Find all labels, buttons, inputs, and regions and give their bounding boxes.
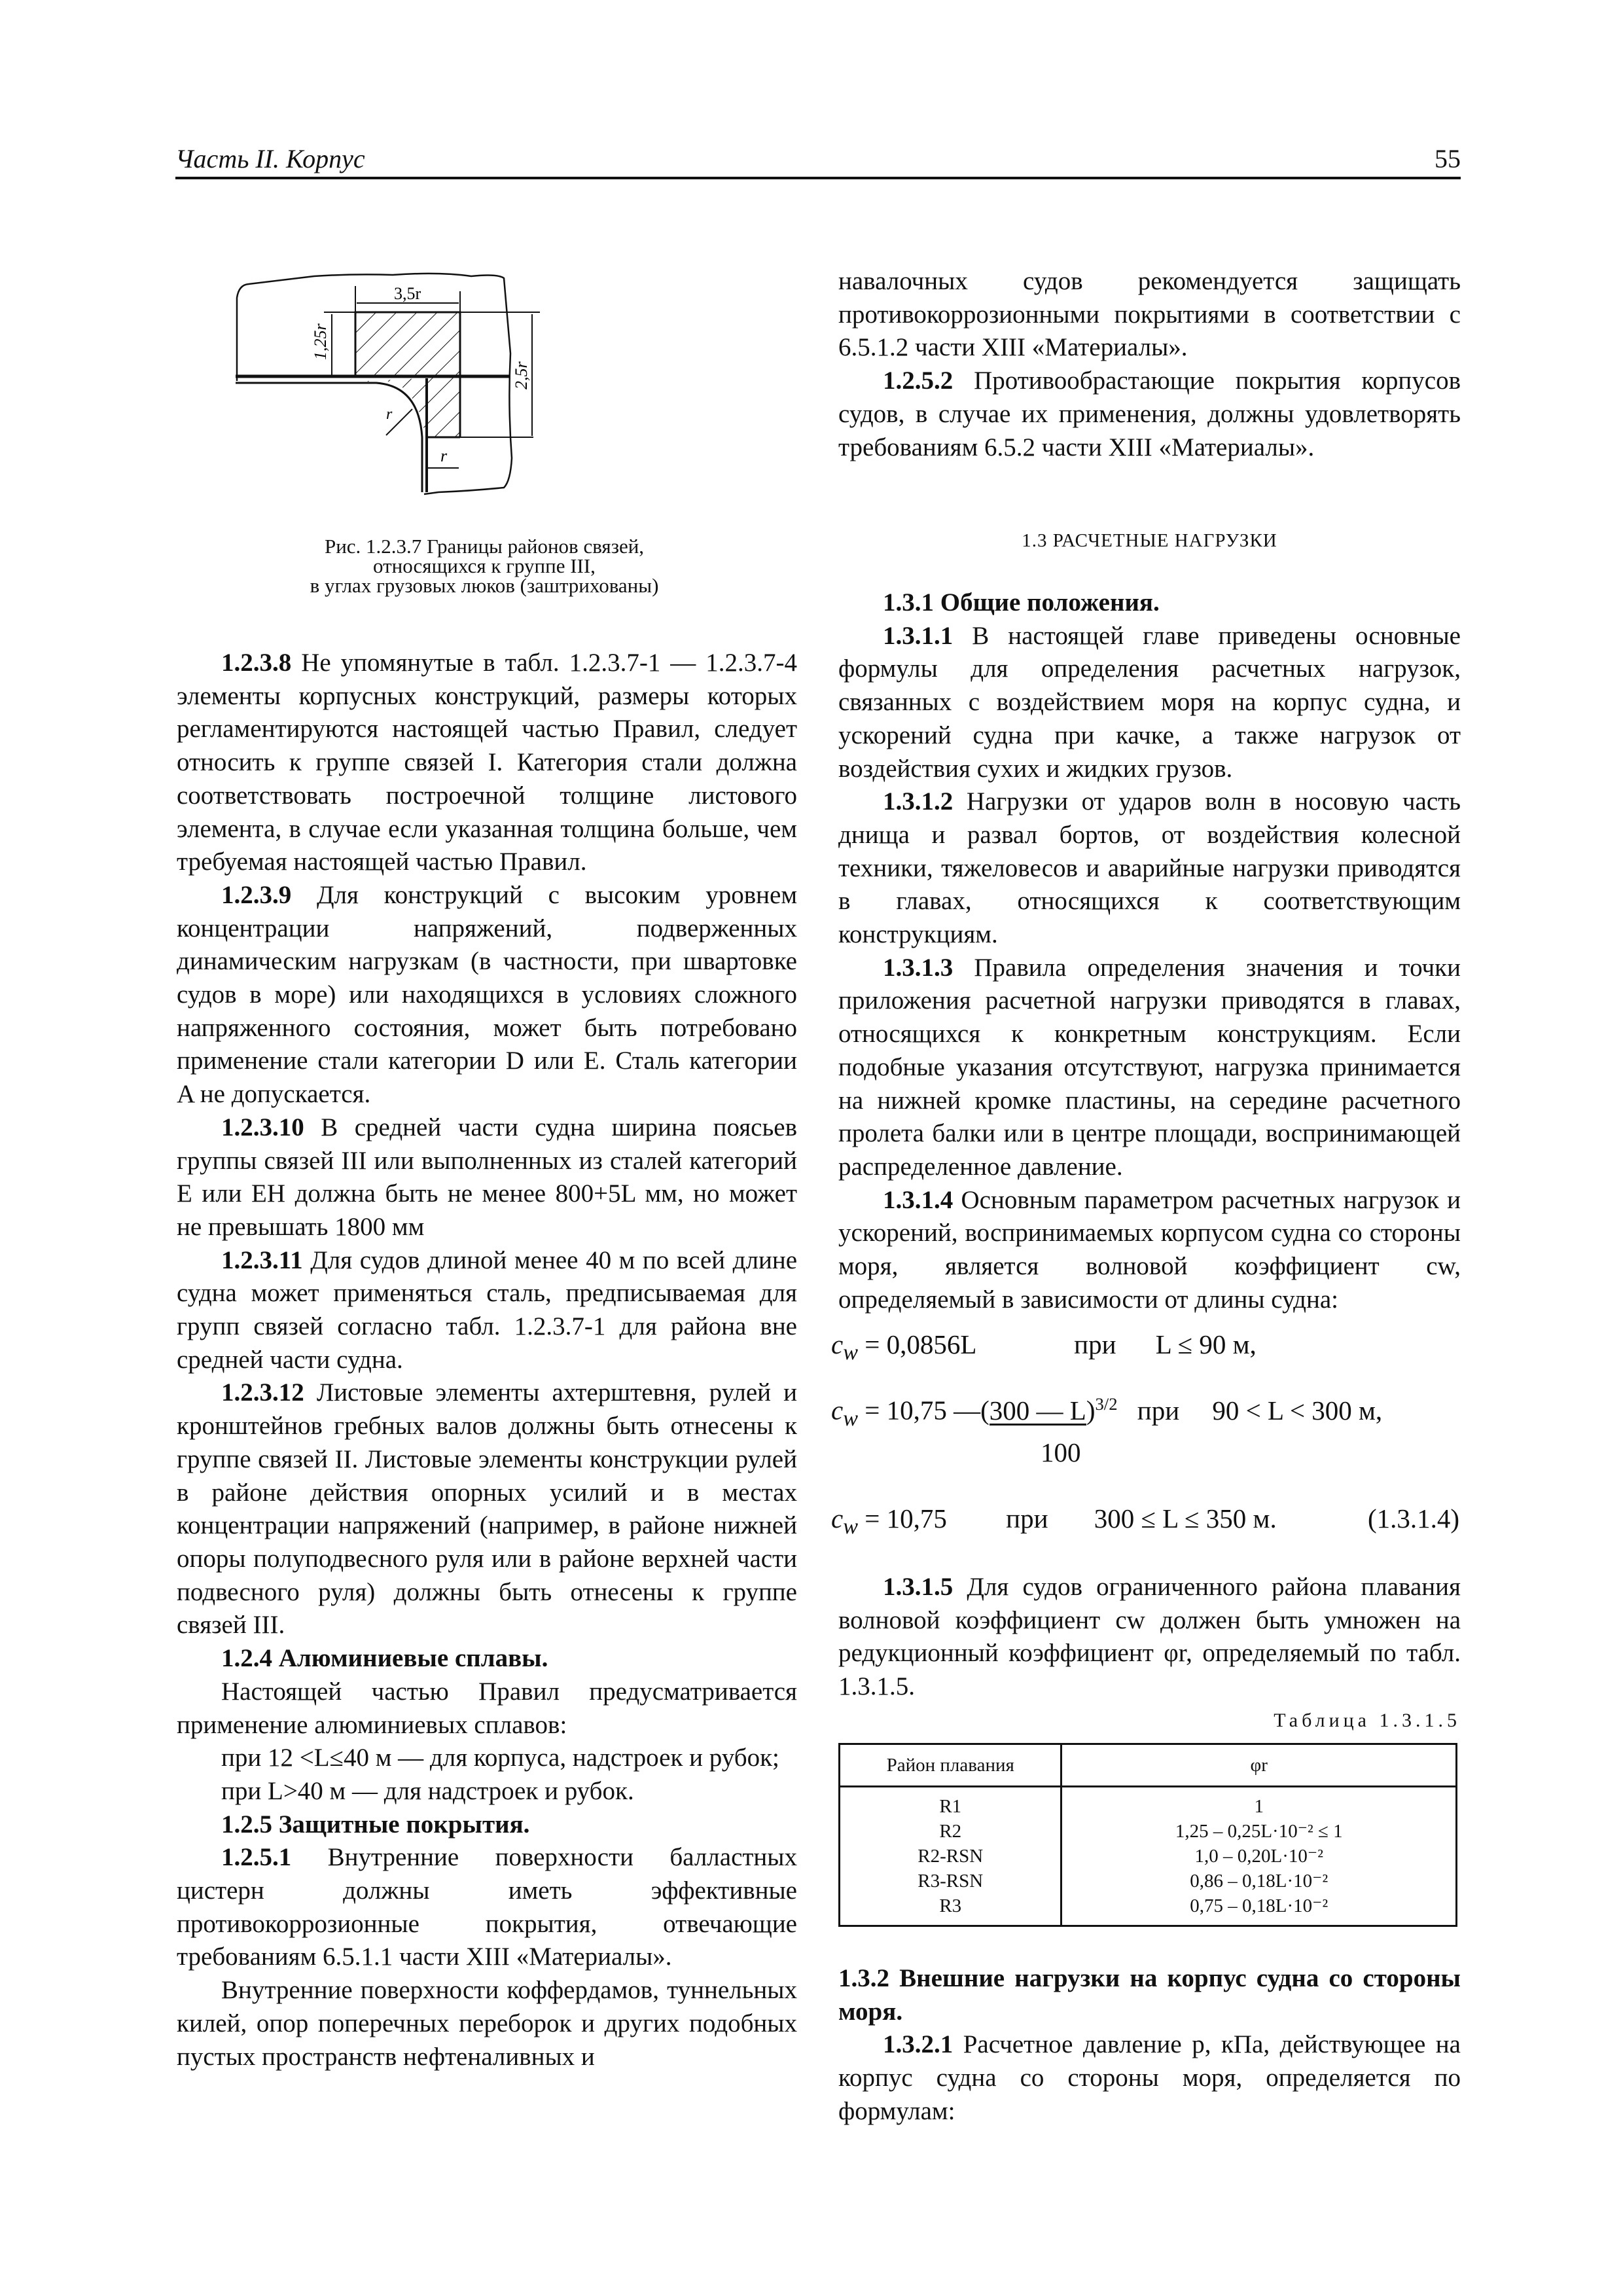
right-column-general: [838, 586, 1461, 1316]
dim-label-bottom: r: [440, 446, 448, 465]
formula-exponent: 3/2: [1095, 1394, 1118, 1414]
paragraph: [838, 620, 1461, 786]
region-cell: R3: [939, 1895, 962, 1916]
paragraph-number: 1.3.2 Внешние нагрузки на корпус судна со стороны моря.: [838, 1964, 1461, 2026]
formula-pri: при: [1074, 1329, 1116, 1359]
running-title: Часть II. Корпус: [175, 144, 365, 173]
paragraph-text: при L>40 м — для надстроек и рубок.: [221, 1776, 634, 1805]
column-header: Район плавания: [840, 1744, 1061, 1787]
figure-caption: [223, 537, 746, 596]
paragraph-text: Противообрастающие покрытия корпусов судов, в случае их применения, должны удовлетворять требованиям 6.5.2 части XIII «Материалы».: [838, 367, 1461, 461]
value-cell: 0,75 – 0,18L·10⁻²: [1190, 1895, 1329, 1916]
right-column-external-loads: [838, 1962, 1461, 2128]
paragraph-text: В средней части судна ширина поясьев группы связей III или выполненных из сталей категорий E или EH должна быть не менее 800+5L мм, но может не превышать 1800 мм: [177, 1113, 797, 1241]
caption-line: Рис. 1.2.3.7 Границы районов связей,: [324, 535, 645, 558]
paragraph-number: 1.2.3.8: [221, 649, 292, 677]
formula-rhs: = 10,75: [865, 1503, 947, 1534]
paragraph-number: 1.3.2.1: [883, 2030, 954, 2059]
table-caption: Таблица 1.3.1.5: [1274, 1710, 1461, 1731]
paragraph: [177, 1376, 797, 1642]
region-column: [840, 1787, 1061, 1926]
formula-lhs: c: [831, 1503, 844, 1534]
paragraph-number: 1.2.5 Защитные покрытия.: [221, 1810, 530, 1839]
paragraph-text: навалочных судов рекомендуется защищать противокоррозионными покрытиями в соответствии с 6.5.1.2 части XIII «Материалы».: [838, 267, 1461, 362]
value-cell: 1,0 – 0,20L·10⁻²: [1194, 1846, 1323, 1867]
formula-pri: при: [1137, 1395, 1180, 1426]
right-column-top: [838, 265, 1461, 464]
paragraph-text: Для судов длиной менее 40 м по всей длине судна может применяться сталь, предписываемая для групп связей согласно табл. 1.2.3.7-1 для района вне средней части судна.: [177, 1246, 797, 1374]
dim-label-radius: r: [386, 406, 393, 423]
paragraph-number: 1.3.1.2: [883, 787, 954, 816]
reduction-coefficient-table: [838, 1743, 1457, 1927]
paragraph: [838, 586, 1461, 620]
paragraph-text: Внутренние поверхности балластных цистерн должны иметь эффективные противокоррозионные покрытия, отвечающие требованиям 6.5.1.1 части XIII «Материалы».: [177, 1843, 797, 1971]
paragraph-text: Расчетное давление p, кПа, действующее на корпус судна со стороны моря, определяется по формулам:: [838, 2030, 1461, 2125]
hatch-corner-figure: [223, 262, 746, 524]
dim-label-right: 2,5r: [512, 361, 531, 389]
paragraph-text: Правила определения значения и точки приложения расчетной нагрузки приводятся в главах, относящихся к конкретным конструкциям. Если подобные указания отсутствуют, нагрузка принимается на нижней кромке пластины, на середине расчетного пролета балки или в центре площади, воспринимающей распределенное давление.: [838, 953, 1461, 1181]
paragraph-text: Для конструкций с высоким уровнем концентрации напряжений, подверженных динамическим нагрузкам (в частности, при швартовке судов в море) или находящихся в условиях сложного напряженного состояния, может быть потребовано применение стали категории D или E. Сталь категории A не допускается.: [177, 880, 797, 1109]
paragraph-number: 1.3.1.1: [883, 621, 954, 650]
paragraph-number: 1.3.1.5: [883, 1573, 954, 1601]
region-cell: R1: [939, 1796, 962, 1817]
paragraph-text: Настоящей частью Правил предусматривается применение алюминиевых сплавов:: [177, 1677, 797, 1739]
paragraph: [177, 1974, 797, 2073]
paragraph-number: 1.2.3.11: [221, 1246, 303, 1274]
paragraph: [838, 1962, 1461, 2028]
page-header: [175, 145, 1461, 179]
paragraph: [838, 265, 1461, 365]
paragraph-number: 1.2.5.2: [883, 367, 954, 395]
formula-rhs: = 0,0856L: [865, 1329, 976, 1359]
paragraph-number: 1.3.1 Общие положения.: [883, 588, 1160, 617]
paragraph: [838, 785, 1461, 952]
paragraph-number: 1.2.5.1: [221, 1843, 292, 1872]
paragraph-text: В настоящей главе приведены основные формулы для определения расчетных нагрузок, связанных с воздействием моря на корпус судна, и ускорений судна при качке, а также нагрузок от воздействия сухих и жидких грузов.: [838, 621, 1461, 783]
hatched-region-lower: [355, 376, 460, 437]
paragraph-number: 1.2.3.12: [221, 1378, 304, 1407]
table-header-row: [840, 1744, 1457, 1787]
section-heading: 1.3 РАСЧЕТНЫЕ НАГРУЗКИ: [1022, 530, 1277, 551]
paragraph: [177, 879, 797, 1111]
formula-sub: w: [843, 1406, 858, 1431]
value-column: [1061, 1787, 1457, 1926]
formula-2: $c_w = 10,75$ —(300 — L)$^{3/2}$ при 90 < L < 300 м,: [831, 1394, 1383, 1431]
paragraph: [177, 1244, 797, 1377]
right-column-reduction: [838, 1571, 1461, 1704]
paragraph: [838, 1184, 1461, 1317]
paragraph: [838, 1571, 1461, 1704]
region-cell: R3-RSN: [918, 1871, 984, 1892]
formula-sub: w: [843, 1515, 858, 1539]
formula-sub: w: [843, 1340, 858, 1365]
paragraph-text: при 12 <L≤40 м — для корпуса, надстроек и рубок;: [221, 1744, 779, 1772]
formula-cond: 90 < L < 300 м,: [1212, 1395, 1383, 1426]
formula-1: [831, 1329, 1257, 1365]
paragraph-text: Для судов ограниченного района плавания волновой коэффициент cw должен быть умножен на редукционный коэффициент φr, определяемый по табл. 1.3.1.5.: [838, 1573, 1461, 1701]
dim-label-left: 1,25r: [311, 323, 330, 360]
region-cell: R2-RSN: [918, 1846, 984, 1867]
page-number: 55: [1435, 144, 1461, 173]
paragraph-text: Основным параметром расчетных нагрузок и ускорений, воспринимаемых корпусом судна со стороны моря, является волновой коэффициент cw, определяемый в зависимости от длины судна:: [838, 1185, 1461, 1314]
formula-rhs: = 10,75 —: [865, 1395, 981, 1426]
paragraph: [177, 1676, 797, 1742]
fraction-denominator: 100: [1041, 1437, 1081, 1467]
paragraph-text: Листовые элементы ахтерштевня, рулей и кронштейнов гребных валов должны быть отнесены к группе связей II. Листовые элементы конструкции рулей в районе действия опорных усилий и в местах концентрации напряжений (например, в районе нижней опоры полуподвесного руля или в районе верхней части подвесного руля) должны быть отнесены к группе связей III.: [177, 1378, 797, 1640]
equation-number: (1.3.1.4): [1367, 1503, 1459, 1534]
table-row: [840, 1787, 1457, 1926]
value-cell: 1: [1254, 1796, 1264, 1817]
fraction-numerator: 300 — L: [989, 1395, 1086, 1426]
dim-label-top: 3,5r: [394, 284, 421, 303]
left-column: [177, 647, 797, 2073]
paragraph: [177, 1775, 797, 1808]
paragraph-number: 1.2.4 Алюминиевые сплавы.: [221, 1644, 548, 1673]
paragraph-text: Нагрузки от ударов волн в носовую часть днища и развал бортов, от воздействия колесной техники, тяжеловесов и аварийные нагрузки приводятся в главах, относящихся к соответствующим конструкциям.: [838, 787, 1461, 949]
paragraph: [177, 1642, 797, 1676]
paragraph-number: 1.2.3.9: [221, 880, 292, 909]
caption-line: в углах грузовых люков (заштрихованы): [310, 574, 659, 597]
paragraph-number: 1.3.1.4: [883, 1185, 954, 1214]
paragraph: [177, 1841, 797, 1974]
paragraph-number: 1.3.1.3: [883, 953, 954, 982]
paragraph: [177, 647, 797, 879]
caption-line: относящихся к группе III,: [373, 554, 596, 577]
value-cell: 1,25 – 0,25L·10⁻² ≤ 1: [1175, 1821, 1343, 1842]
column-header: φr: [1061, 1744, 1457, 1787]
paragraph-text: Не упомянутые в табл. 1.2.3.7-1 — 1.2.3.7-4 элементы корпусных конструкций, размеры которых регламентируются настоящей частью Правил, следует относить к группе связей I. Категория стали должна соответствовать построечной толщине листового элемента, в случае если указанная толщина больше, чем требуемая настоящей частью Правил.: [177, 649, 797, 876]
paragraph: [838, 2028, 1461, 2128]
formula-cond: L ≤ 90 м,: [1155, 1329, 1257, 1359]
formula-lhs: c: [831, 1329, 844, 1359]
formula-lhs: c: [831, 1395, 844, 1426]
hatched-region-upper: [355, 312, 460, 376]
paragraph-number: 1.2.3.10: [221, 1113, 304, 1141]
region-cell: R2: [939, 1821, 962, 1842]
formula-pri: при: [1006, 1503, 1048, 1534]
paragraph: [838, 365, 1461, 464]
paragraph-text: Внутренние поверхности коффердамов, туннельных килей, опор поперечных переборок и других подобных пустых пространств нефтеналивных и: [177, 1976, 797, 2071]
paragraph: [177, 1742, 797, 1775]
paragraph: [838, 952, 1461, 1184]
formula-cond: 300 ≤ L ≤ 350 м.: [1094, 1503, 1277, 1534]
formula-3: [831, 1503, 1459, 1539]
paragraph: [177, 1111, 797, 1244]
paragraph: [177, 1808, 797, 1842]
value-cell: 0,86 – 0,18L·10⁻²: [1190, 1871, 1329, 1892]
